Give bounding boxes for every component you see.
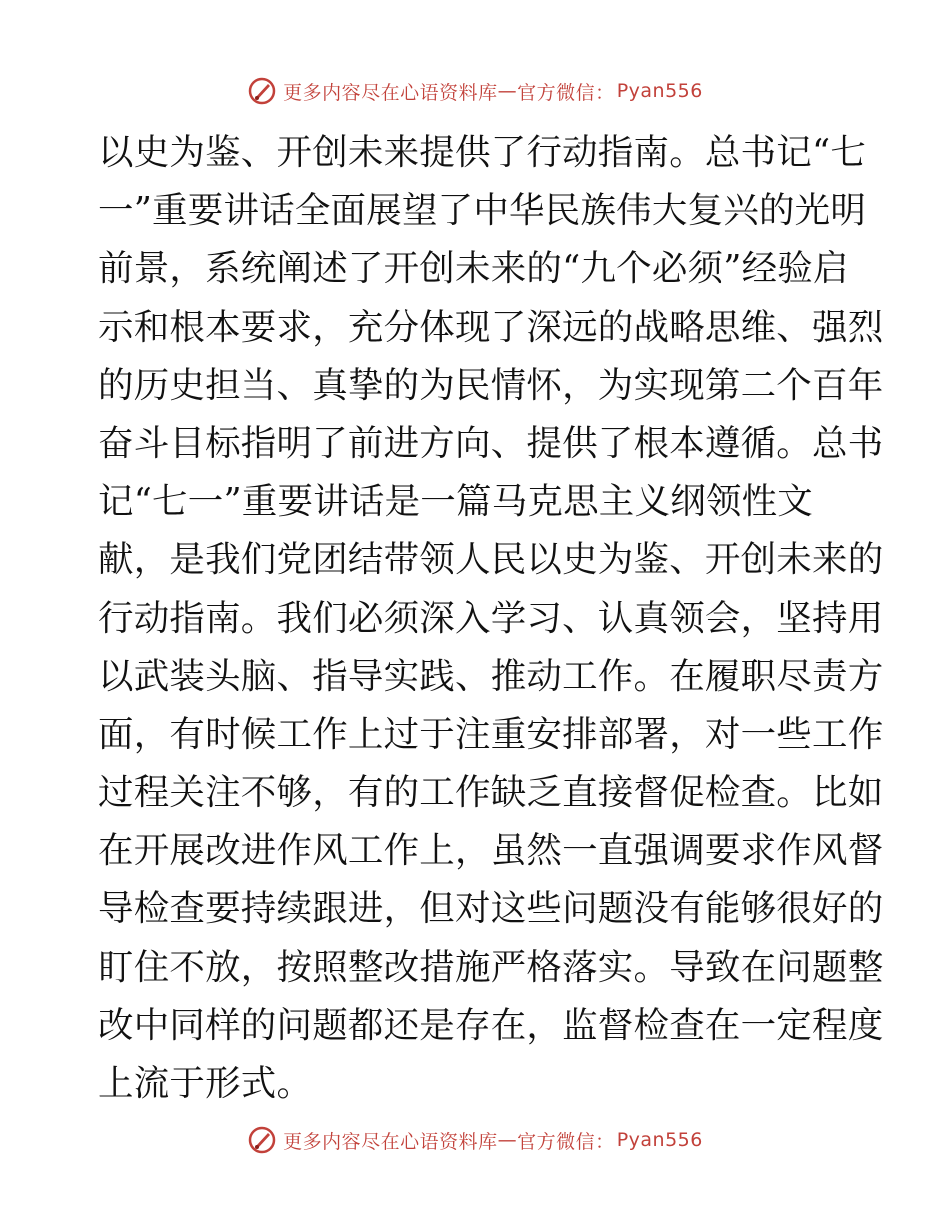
footer-banner (0, 1120, 950, 1160)
footer-wechat-label: 官方微信： (517, 1130, 615, 1153)
body-line: 面，有时候工作上过于注重安排部署，对一些工作 (98, 713, 884, 755)
header-banner-dash: — (497, 80, 518, 102)
quill-logo-icon (247, 76, 277, 106)
body-line: 上流于形式。 (98, 1063, 313, 1104)
body-line: 盯住不放，按照整改措施严格落实。导致在问题整 (98, 946, 884, 988)
body-line: 行动指南。我们必须深入学习、认真领会，坚持用 (98, 597, 884, 639)
quill-logo-icon (247, 1125, 277, 1155)
footer-banner-dash: — (497, 1129, 518, 1151)
body-line: 奋斗目标指明了前进方向、提供了根本遵循。总书 (98, 422, 884, 464)
header-banner-text: 更多内容尽在心语资料库 (283, 81, 498, 104)
header-wechat-id: Pyan556 (616, 80, 703, 102)
body-line: 在开展改进作风工作上，虽然一直强调要求作风督 (98, 830, 884, 872)
body-line: 示和根本要求，充分体现了深远的战略思维、强烈 (98, 306, 884, 348)
body-line: 献，是我们党团结带领人民以史为鉴、开创未来的 (98, 539, 884, 581)
body-line: 记“七一”重要讲话是一篇马克思主义纲领性文 (98, 481, 813, 523)
header-banner (0, 71, 950, 111)
body-line: 的历史担当、真挚的为民情怀，为实现第二个百年 (98, 364, 884, 406)
footer-banner-text: 更多内容尽在心语资料库 (283, 1130, 498, 1153)
body-line: 过程关注不够，有的工作缺乏直接督促检查。比如 (98, 772, 884, 814)
body-line: 导检查要持续跟进，但对这些问题没有能够很好的 (98, 888, 884, 930)
body-line: 一”重要讲话全面展望了中华民族伟大复兴的光明 (98, 190, 867, 232)
footer-wechat-id: Pyan556 (616, 1129, 703, 1151)
body-line: 以武装头脑、指导实践、推动工作。在履职尽责方 (98, 655, 884, 697)
body-line: 前景，系统阐述了开创未来的“九个必须”经验启 (98, 248, 849, 290)
document-body (98, 124, 884, 1113)
body-line: 以史为鉴、开创未来提供了行动指南。总书记“七 (98, 132, 867, 173)
header-wechat-label: 官方微信： (517, 81, 615, 104)
body-line: 改中同样的问题都还是存在，监督检查在一定程度 (98, 1004, 884, 1046)
